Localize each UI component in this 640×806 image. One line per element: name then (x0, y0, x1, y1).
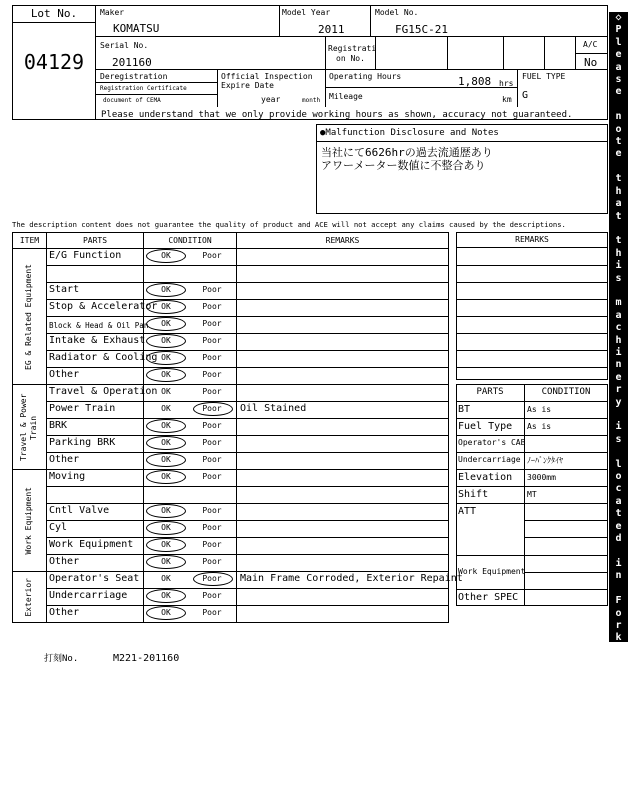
spec-part-label: ATT (458, 506, 477, 517)
part-label: Parking BRK (49, 437, 116, 448)
group-name: Travel & Power Train (19, 393, 38, 461)
header-item: ITEM (12, 232, 47, 249)
serial-value: 201160 (112, 56, 152, 69)
poor-option: Poor (202, 285, 222, 294)
ok-option: OK (161, 591, 171, 600)
ok-option: OK (161, 574, 171, 583)
operating-hours-value: 1,808 (458, 75, 492, 88)
poor-option: Poor (202, 557, 222, 566)
poor-option: Poor (202, 540, 222, 549)
operating-hours-label: Operating Hours (329, 72, 402, 81)
ok-option: OK (161, 336, 171, 345)
stamp-label: 打刻No. (44, 654, 79, 664)
ok-option: OK (161, 319, 171, 328)
ac-value: No (584, 56, 598, 69)
ok-circle-mark (146, 504, 186, 518)
malfunction-note-2: アワーメーター数値に不整合あり (321, 159, 486, 172)
ok-circle-mark (146, 419, 186, 433)
ok-option: OK (161, 421, 171, 430)
disclaimer: The description content does not guarantee the quality of product and ACE will not accept any claims caused by the descriptions. (12, 220, 566, 229)
table-row (46, 605, 448, 622)
part-label: Moving (49, 471, 86, 482)
ok-circle-mark (146, 521, 186, 535)
poor-option: Poor (202, 370, 222, 379)
spec-part-label: Other SPEC (458, 592, 519, 603)
ok-option: OK (161, 251, 171, 260)
ok-circle-mark (146, 589, 186, 603)
malfunction-note-1: 当社にて6626hrの過去流通歴あり (321, 146, 493, 159)
poor-option: Poor (202, 353, 222, 362)
table-row (46, 418, 448, 435)
poor-option: Poor (202, 574, 222, 583)
ok-option: OK (161, 353, 171, 362)
ok-option: OK (161, 523, 171, 532)
ac-label: A/C (583, 40, 598, 49)
table-row (46, 520, 448, 537)
poor-option: Poor (202, 608, 222, 617)
poor-option: Poor (202, 438, 222, 447)
poor-option: Poor (202, 404, 222, 413)
poor-option: Poor (202, 302, 222, 311)
poor-option: Poor (202, 523, 222, 532)
poor-option: Poor (202, 336, 222, 345)
ok-circle-mark (146, 283, 186, 297)
part-label: Operator's Seat (49, 573, 140, 584)
ok-circle-mark (146, 249, 186, 263)
spec-condition-header: CONDITION (541, 387, 591, 397)
ok-circle-mark (146, 453, 186, 467)
poor-option: Poor (202, 319, 222, 328)
part-label: Cyl (49, 522, 68, 533)
spec-condition-value: MT (527, 490, 537, 499)
table-row (46, 265, 448, 282)
part-label: Other (49, 607, 80, 618)
poor-option: Poor (202, 506, 222, 515)
ok-circle-mark (146, 351, 186, 365)
part-label: BRK (49, 420, 68, 431)
right-remarks-box (456, 232, 608, 380)
ok-option: OK (161, 438, 171, 447)
group-name: Exterior (24, 577, 33, 617)
part-label: Other (49, 454, 80, 465)
model-no-label: Model No. (375, 8, 419, 17)
deregistration-label: Deregistration (100, 72, 168, 81)
model-year-value: 2011 (318, 23, 345, 36)
spec-part-label: Shift (458, 489, 489, 500)
ok-circle-mark (146, 436, 186, 450)
group-name: Work Equipment (24, 486, 33, 555)
part-label: Other (49, 556, 80, 567)
ok-option: OK (161, 387, 171, 396)
ok-circle-mark (146, 606, 186, 620)
ok-option: OK (161, 506, 171, 515)
fuel-type-label: FUEL TYPE (522, 72, 566, 81)
part-label: Power Train (49, 403, 116, 414)
header-parts: PARTS (46, 232, 144, 249)
part-label: Undercarriage (49, 590, 128, 601)
remark-text: Oil Stained (240, 403, 307, 414)
model-year-label: Model Year (282, 8, 331, 17)
poor-option: Poor (202, 251, 222, 260)
table-row (46, 554, 448, 571)
ok-option: OK (161, 285, 171, 294)
part-label: E/G Function (49, 250, 122, 261)
part-label: Work Equipment (49, 539, 134, 550)
part-label: Travel & Operation (49, 386, 158, 397)
part-label: Radiator & Cooling (49, 352, 158, 363)
table-row (46, 367, 448, 384)
ok-circle-mark (146, 555, 186, 569)
spec-part-label: Operator's CAB (458, 438, 526, 447)
ok-circle-mark (146, 538, 186, 552)
spec-part-label: Fuel Type (458, 421, 513, 432)
spec-condition-value: As is (527, 422, 552, 431)
remark-text: Main Frame Corroded, Exterior Repaint (240, 573, 463, 584)
spec-part-label: Undercarriage (458, 455, 521, 464)
ok-option: OK (161, 608, 171, 617)
maker-value: KOMATSU (113, 22, 160, 35)
group-name: EG & Related Equipment (24, 263, 33, 370)
ok-option: OK (161, 472, 171, 481)
part-label: Other (49, 369, 80, 380)
spec-parts-header: PARTS (476, 387, 504, 397)
poor-option: Poor (202, 421, 222, 430)
table-row (46, 486, 448, 503)
maker-label: Maker (100, 8, 125, 17)
ok-circle-mark (146, 317, 186, 331)
part-label: Block & Head & Oil Pan (49, 321, 149, 330)
inspection-label: Official Inspection (221, 72, 313, 81)
spec-condition-value: ﾉｰﾊﾞﾝｸﾀｲﾔ (527, 456, 563, 465)
ok-circle-mark (146, 300, 186, 314)
ok-circle-mark (146, 470, 186, 484)
header-remarks: REMARKS (236, 232, 449, 249)
spec-condition-value: 3000mm (527, 473, 556, 482)
spec-part-label: Work Equipment (458, 567, 526, 576)
mileage-label: Mileage (329, 92, 363, 101)
ok-option: OK (161, 370, 171, 379)
location-notice-sidebar: ◇ P l e a s e n o t e t h a t t h i s m a c h i n e r y i s l o c a t e d i n F o r k l i f t P a r k i n g ◇ (609, 12, 628, 642)
part-label: Stop & Accelerator (49, 301, 158, 312)
poor-option: Poor (202, 455, 222, 464)
ok-option: OK (161, 455, 171, 464)
spec-part-label: BT (458, 404, 471, 415)
part-label: Intake & Exhaust (49, 335, 146, 346)
hours-notice: Please understand that we only provide working hours as shown, accuracy not guaranteed. (101, 110, 573, 120)
malfunction-title: ●Malfunction Disclosure and Notes (320, 128, 499, 138)
table-row (46, 452, 448, 469)
poor-option: Poor (202, 591, 222, 600)
model-no-value: FG15C-21 (395, 23, 448, 36)
header-condition: CONDITION (143, 232, 237, 249)
spec-part-label: Elevation (458, 472, 513, 483)
fuel-type-value: G (522, 90, 529, 101)
part-label: Cntl Valve (49, 505, 110, 516)
spec-condition-value: As is (527, 405, 552, 414)
serial-label: Serial No. (100, 41, 149, 50)
lot-label: Lot No. (30, 7, 78, 20)
ok-option: OK (161, 404, 171, 413)
ok-circle-mark (146, 334, 186, 348)
part-label: Start (49, 284, 80, 295)
poor-circle-mark (193, 402, 233, 416)
table-row (46, 282, 448, 299)
poor-option: Poor (202, 472, 222, 481)
stamp-value: M221-201160 (113, 653, 180, 664)
lot-number: 04129 (23, 50, 85, 74)
poor-circle-mark (193, 572, 233, 586)
ok-option: OK (161, 540, 171, 549)
table-row (46, 469, 448, 486)
registration-label: Registrati (328, 44, 377, 53)
right-remarks-header: REMARKS (456, 232, 608, 248)
ok-circle-mark (146, 368, 186, 382)
ok-option: OK (161, 302, 171, 311)
ok-option: OK (161, 557, 171, 566)
poor-option: Poor (202, 387, 222, 396)
